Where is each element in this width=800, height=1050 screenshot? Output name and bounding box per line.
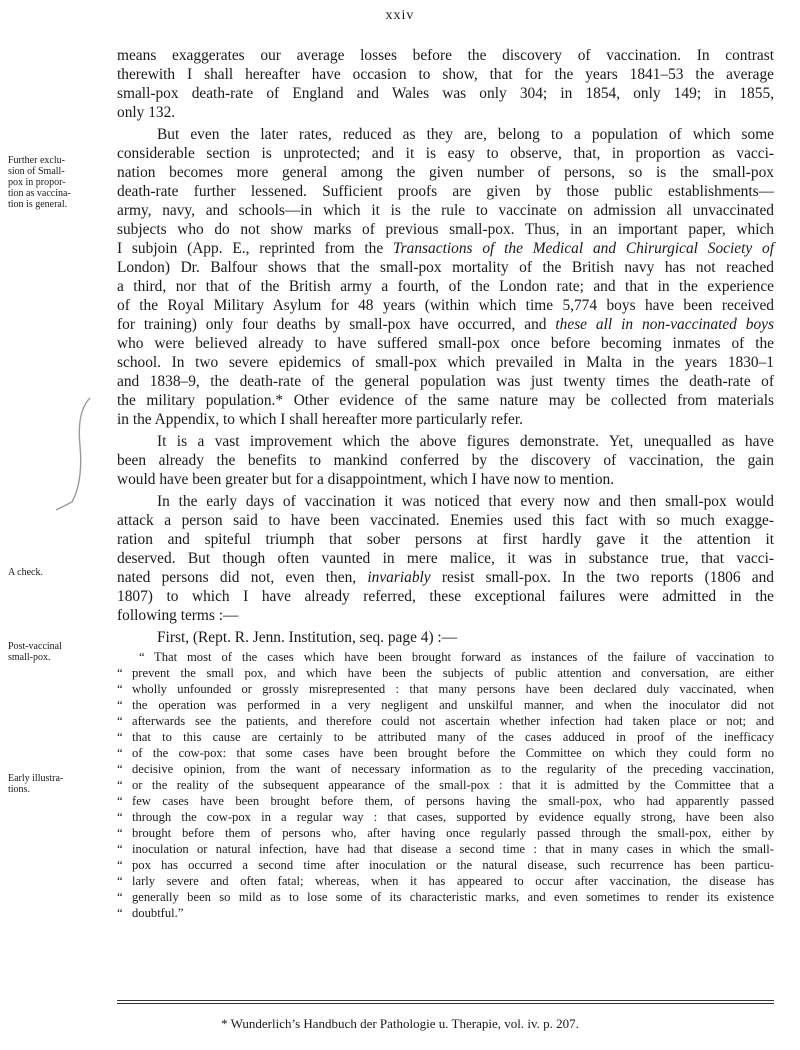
quote-mark: “ (117, 714, 123, 728)
quote-mark: “ (117, 890, 123, 904)
body-line: in the Appendix, to which I shall hereafter more particularly refer. (117, 411, 523, 428)
body-line: would have been greater but for a disappointment, which I have now to mention. (117, 471, 615, 488)
body-line (117, 568, 774, 587)
quote-line (117, 874, 774, 889)
quote-line (117, 890, 774, 905)
quote-text: few cases have been brought before them, of persons having the small-pox, who had apparently passed (132, 794, 774, 808)
quote-text: generally been so mild as to lose some of its characteristic marks, and even sometimes to render its existence (132, 890, 774, 904)
body-line: deserved. But though often vaunted in mere malice, it was in substance true, that vacci- (117, 550, 774, 567)
quote-mark: “ (117, 746, 123, 760)
body-line (117, 315, 774, 334)
body-line: But even the later rates, reduced as they are, belong to a population of which some (157, 126, 774, 143)
quote-line (117, 794, 774, 809)
quote-mark: “ (117, 666, 123, 680)
quote-line (117, 698, 774, 713)
quote-line (117, 666, 774, 681)
journal-title-italic: Transactions of the Medical and Chirurgical Society of (392, 240, 774, 257)
body-line-text: I subjoin (App. E., reprinted from the (117, 240, 393, 257)
quote-line (117, 762, 774, 777)
quote-line (117, 650, 774, 665)
quote-line (117, 826, 774, 841)
body-line: who were believed already to have suffered small-pox once before becoming inmates of the (117, 335, 774, 352)
footnote-rule (117, 1000, 774, 1001)
body-line: First, (Rept. R. Jenn. Institution, seq. page 4) :— (157, 629, 458, 646)
body-line: considerable section is unprotected; and it is easy to observe, that, in proportion as vacci- (117, 145, 774, 162)
quote-mark: “ (117, 842, 123, 856)
body-line-text: for training) only four deaths by small-pox have occurred, and (117, 316, 556, 333)
body-line: the military population.* Other evidence of the same nature may be collected from materials (117, 392, 774, 409)
quote-text: that to this cause are certainly to be attributed many of the cases adduced in proof of the inefficacy (132, 730, 774, 744)
body-line: death-rate further lessened. Sufficient proofs are given by those public establishments— (117, 183, 774, 200)
quote-mark: “ (117, 810, 123, 824)
quote-mark: “ (117, 794, 123, 808)
quote-line (117, 778, 774, 793)
pencil-bracket-mark (54, 396, 94, 514)
non-vaccinated-italic: these all in non-vaccinated boys (555, 316, 775, 333)
body-line: of the Royal Military Asylum for 48 years (within which time 5,774 boys have been received (117, 297, 774, 314)
body-line: school. In two severe epidemics of small-pox which prevailed in Malta in the years 1830–1 (117, 354, 774, 371)
body-line: only 132. (117, 104, 176, 121)
margin-note-early-illustrations: Early illustra- tions. (8, 773, 64, 795)
quote-mark: “ (117, 778, 123, 792)
body-line: and 1838–9, the death-rate of the general population was just twenty times the death-rate of (117, 373, 774, 390)
footnote-rule (117, 1003, 774, 1004)
margin-note-exclusion: Further exclu- sion of Small- pox in propor- tion as vaccina- tion is general. (8, 155, 71, 210)
quote-text: larly severe and often fatal; whereas, when it has appeared to occur after vaccination, the disease has (132, 874, 774, 888)
quote-line (117, 906, 774, 921)
body-line-text: nated persons did not, even then, (117, 569, 368, 586)
quote-text: prevent the small pox, and which have been the subjects of public attention and conversation, are either (132, 666, 774, 680)
body-line: 1807) to which I have already referred, these exceptional failures were admitted in the (117, 588, 774, 605)
body-line: nation becomes more general among the given number of persons, so is the small-pox (117, 164, 774, 181)
margin-note-check: A check. (8, 567, 43, 578)
quote-text: inoculation or natural infection, have had that disease a second time : that in many cases in which the small- (132, 842, 774, 856)
quote-mark: “ (117, 682, 123, 696)
quote-mark: “ (117, 730, 123, 744)
body-line: small-pox death-rate of England and Wales was only 304; in 1854, only 149; in 1855, (117, 85, 774, 102)
margin-note-post-vaccinal: Post-vaccinal small-pox. (8, 641, 62, 663)
quote-mark: “ (139, 650, 145, 664)
quote-text: doubtful.” (132, 906, 184, 920)
quote-line (117, 714, 774, 729)
quote-mark: “ (117, 762, 123, 776)
invariably-italic: invariably (367, 569, 431, 586)
body-line: In the early days of vaccination it was noticed that every now and then small-pox would (157, 493, 774, 510)
quote-line (117, 682, 774, 697)
body-line (117, 239, 774, 258)
quote-mark: “ (117, 826, 123, 840)
body-line: London) Dr. Balfour shows that the small-pox mortality of the British navy has not reached (117, 259, 774, 276)
quote-text: of the cow-pox: that some cases have been brought before the Committee on which they could form no (132, 746, 774, 760)
quote-mark: “ (117, 858, 123, 872)
quote-text: the operation was performed in a very negligent and unskilful manner, and when the inoculator did not (132, 698, 774, 712)
quote-text: or the reality of the subsequent appearance of the small-pox : that it is admitted by the Committee that a (132, 778, 774, 792)
body-line: following terms :— (117, 607, 239, 624)
body-line: subjects who do not show marks of previous small-pox. Thus, in an important paper, which (117, 221, 774, 238)
quote-line (117, 810, 774, 825)
page-number: xxiv (385, 8, 415, 23)
body-line: It is a vast improvement which the above figures demonstrate. Yet, unequalled as have (157, 433, 774, 450)
quote-mark: “ (117, 874, 123, 888)
footnote: * Wunderlich’s Handbuch der Pathologie u. Therapie, vol. iv. p. 207. (221, 1016, 579, 1031)
body-line: ration and spiteful triumph that sober persons at first hardly gave it the attention it (117, 531, 774, 548)
quote-text: decisive opinion, from the want of necessary information as to the regularity of the preceding vaccination, (132, 762, 774, 776)
quote-text: wholly unfounded or grossly misrepresented : that many persons have been declared duly vaccinated, when (132, 682, 774, 696)
quote-text: afterwards see the patients, and therefore could not ascertain whether infection had taken place or not; and (132, 714, 774, 728)
quote-text: through the cow-pox in a regular way : that cases, supported by evidence equally strong, have been also (132, 810, 774, 824)
quote-line (117, 858, 774, 873)
quote-text: brought before them of persons who, after having once regularly passed through the small-pox, either by (132, 826, 774, 840)
quote-mark: “ (117, 698, 123, 712)
body-line: army, navy, and schools—in which it is the rule to vaccinate on admission all unvaccinated (117, 202, 774, 219)
body-line-text: resist small-pox. In the two reports (1806 and (430, 569, 774, 586)
quote-text: pox has occurred a second time after inoculation or the natural disease, such recurrence has been particu- (132, 858, 774, 872)
body-line: therewith I shall hereafter have occasion to show, that for the years 1841–53 the average (117, 66, 774, 83)
body-line: been already the benefits to mankind conferred by the discovery of vaccination, the gain (117, 452, 774, 469)
quote-line (117, 842, 774, 857)
body-line: means exaggerates our average losses before the discovery of vaccination. In contrast (117, 47, 774, 64)
body-line: a third, nor that of the British army a fourth, of the London rate; and that in the experience (117, 278, 774, 295)
quote-mark: “ (117, 906, 123, 920)
quote-line (117, 746, 774, 761)
quote-text: That most of the cases which have been brought forward as instances of the failure of vaccination to (154, 650, 774, 664)
quote-line (117, 730, 774, 745)
body-line: attack a person said to have been vaccinated. Enemies used this fact with so much exagge- (117, 512, 774, 529)
